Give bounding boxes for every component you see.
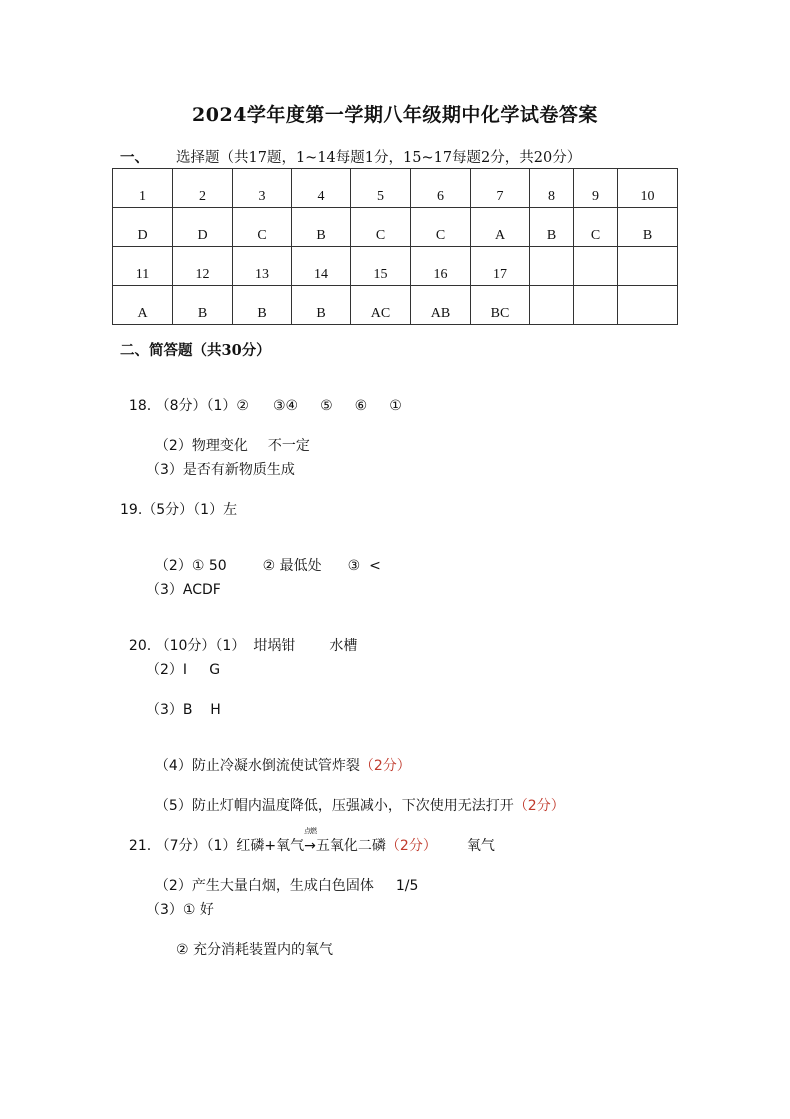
q18-answer-1: ③④ — [273, 398, 299, 414]
q20-part1 — [120, 619, 357, 655]
answer-table-cell: C — [233, 208, 292, 247]
q20-part2: （2）I G — [146, 662, 221, 678]
answer-table-cell: 11 — [113, 247, 173, 286]
answer-table-cell: AC — [351, 286, 411, 325]
q18-answer-3: ⑥ — [354, 398, 368, 414]
section-1-number: 一、 — [120, 149, 149, 166]
answer-table-cell: D — [113, 208, 173, 247]
answer-table-cell: D — [173, 208, 233, 247]
answer-table-row — [113, 208, 678, 247]
reaction-arrow — [304, 827, 317, 854]
section-1-text: 选择题（共17题，1~14每题1分，15~17每题2分，共20分） — [176, 150, 582, 166]
answer-table-cell: B — [292, 208, 351, 247]
answer-table-cell: 9 — [574, 169, 618, 208]
answer-table-cell — [618, 247, 678, 286]
q18-header: 18. （8分）（1）② — [128, 398, 249, 414]
answer-table-cell: B — [173, 286, 233, 325]
answer-table-cell: 7 — [471, 169, 530, 208]
q19-part1: 19.（5分）（1）左 — [120, 502, 238, 518]
answer-table-row — [113, 169, 678, 208]
answer-table-row — [113, 247, 678, 286]
q18-part3: （3）是否有新物质生成 — [146, 462, 295, 478]
q18-answer-2: ⑤ — [320, 398, 333, 414]
answer-table-cell: AB — [411, 286, 471, 325]
answer-table-cell: B — [233, 286, 292, 325]
arrow-icon: → — [304, 838, 316, 854]
q19-part2 — [146, 539, 381, 575]
q20-part4-score: （2分） — [359, 758, 411, 774]
q20-answer-2: 水槽 — [329, 638, 358, 654]
q19-part2-c: ③ < — [347, 558, 381, 574]
answer-table-cell: B — [292, 286, 351, 325]
q21-header: 21. （7分）（1）红磷+氧气 — [128, 838, 305, 854]
document-title: 2024学年度第一学期八年级期中化学试卷答案 — [192, 104, 598, 126]
q21-part2 — [146, 859, 418, 895]
q21-answer-2: 氧气 — [466, 838, 495, 854]
answer-table-cell: 13 — [233, 247, 292, 286]
q20-part4-text: （4）防止冷凝水倒流使试管炸裂 — [154, 758, 360, 774]
answer-table-cell — [530, 247, 574, 286]
answer-table-cell: A — [471, 208, 530, 247]
answer-table-cell: 8 — [530, 169, 574, 208]
q18-answer-4: ① — [389, 398, 402, 414]
answer-table-cell: 10 — [618, 169, 678, 208]
q20-part3: （3）B H — [146, 702, 221, 718]
answer-table-cell — [574, 247, 618, 286]
answer-table-cell: 3 — [233, 169, 292, 208]
q18-part2 — [146, 419, 310, 455]
q18-part2-answer: 不一定 — [267, 438, 310, 454]
answer-table-cell: C — [411, 208, 471, 247]
q20-part4 — [146, 739, 411, 775]
q18-part2-label: （2）物理变化 — [154, 438, 248, 454]
q21-part1 — [120, 819, 495, 855]
section-2-heading: 二、简答题（共30分） — [120, 342, 271, 359]
answer-table-cell: 5 — [351, 169, 411, 208]
answer-table-cell — [530, 286, 574, 325]
answer-table-cell: 4 — [292, 169, 351, 208]
answer-table-cell: 16 — [411, 247, 471, 286]
answer-table-cell: 2 — [173, 169, 233, 208]
reaction-condition: 点燃 — [304, 827, 317, 835]
q21-part3-2: ② 充分消耗装置内的氧气 — [176, 942, 334, 958]
answer-table-cell: B — [618, 208, 678, 247]
q19-part2-a: （2）① 50 — [154, 558, 227, 574]
q21-part2-text: （2）产生大量白烟，生成白色固体 — [154, 878, 374, 894]
answer-table — [112, 168, 678, 325]
q18-part1 — [120, 379, 402, 415]
answer-table-row — [113, 286, 678, 325]
q20-part5 — [146, 779, 565, 815]
answer-table-cell: B — [530, 208, 574, 247]
q19-part2-b: ② 最低处 — [262, 558, 322, 574]
answer-table-cell: 14 — [292, 247, 351, 286]
q21-part2-answer: 1/5 — [395, 878, 419, 894]
answer-table-cell: 6 — [411, 169, 471, 208]
q21-score: （2分） — [385, 838, 437, 854]
q21-product: 五氧化二磷 — [315, 838, 386, 854]
q19-part3: （3）ACDF — [146, 582, 221, 598]
answer-table-cell: 17 — [471, 247, 530, 286]
q20-header: 20. （10分）（1） — [128, 638, 246, 654]
q20-part5-score: （2分） — [513, 798, 565, 814]
q20-answer-1: 坩埚钳 — [253, 638, 296, 654]
answer-table-cell: 15 — [351, 247, 411, 286]
answer-table-cell: C — [574, 208, 618, 247]
q20-part5-text: （5）防止灯帽内温度降低，压强减小，下次使用无法打开 — [154, 798, 514, 814]
answer-table-cell — [618, 286, 678, 325]
answer-table-cell: A — [113, 286, 173, 325]
answer-table-cell: 12 — [173, 247, 233, 286]
answer-table-cell — [574, 286, 618, 325]
answer-table-cell: BC — [471, 286, 530, 325]
answer-table-cell: 1 — [113, 169, 173, 208]
answer-table-cell: C — [351, 208, 411, 247]
q21-part3: （3）① 好 — [146, 902, 214, 918]
section-1-heading — [120, 146, 581, 167]
